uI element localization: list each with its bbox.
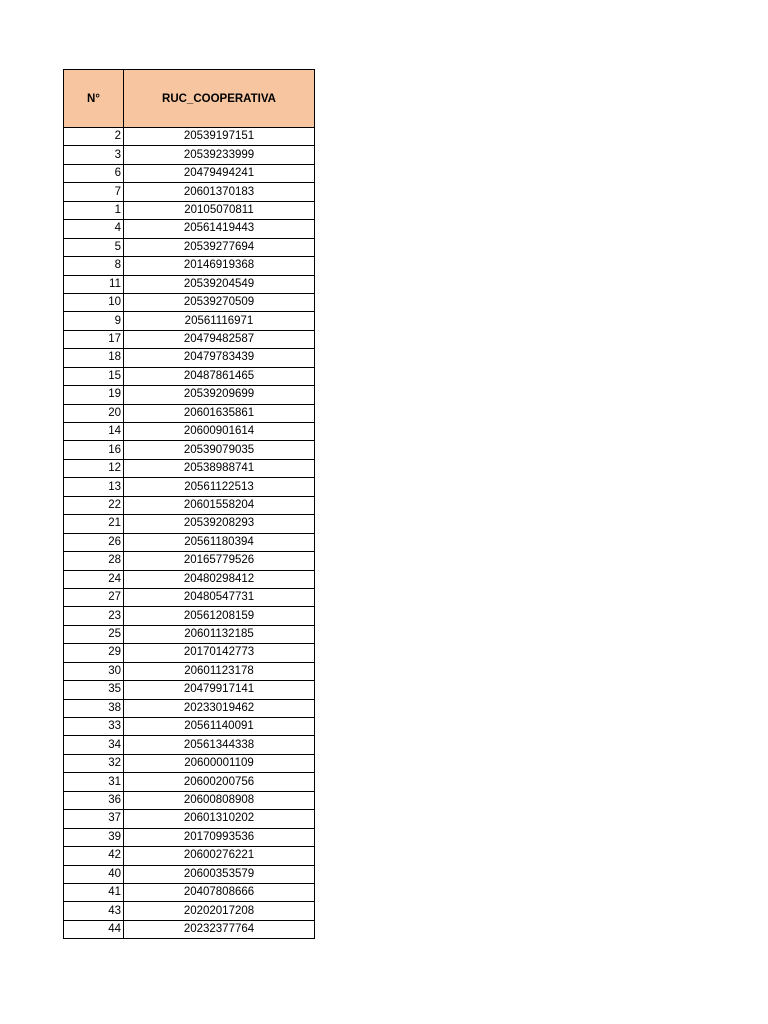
table-row: [64, 349, 315, 367]
cell-n[interactable]: 16: [64, 441, 124, 459]
cell-n[interactable]: 21: [64, 515, 124, 533]
cell-ruc[interactable]: 20600901614: [124, 423, 315, 441]
table-row: [64, 883, 315, 901]
table-row: [64, 644, 315, 662]
cell-ruc[interactable]: 20105070811: [124, 201, 315, 219]
table-row: [64, 736, 315, 754]
table-row: [64, 478, 315, 496]
cell-n[interactable]: 43: [64, 902, 124, 920]
cell-ruc[interactable]: 20539209699: [124, 386, 315, 404]
cell-ruc[interactable]: 20479917141: [124, 681, 315, 699]
cell-n[interactable]: 32: [64, 754, 124, 772]
table-row: [64, 754, 315, 772]
cell-ruc[interactable]: 20601310202: [124, 810, 315, 828]
cell-n[interactable]: 18: [64, 349, 124, 367]
cell-ruc[interactable]: 20561116971: [124, 312, 315, 330]
cell-n[interactable]: 40: [64, 865, 124, 883]
cell-ruc[interactable]: 20479783439: [124, 349, 315, 367]
cell-n[interactable]: 37: [64, 810, 124, 828]
table-row: [64, 902, 315, 920]
cell-ruc[interactable]: 20146919368: [124, 257, 315, 275]
cell-ruc[interactable]: 20600808908: [124, 791, 315, 809]
cell-n[interactable]: 39: [64, 828, 124, 846]
cell-ruc[interactable]: 20601558204: [124, 496, 315, 514]
cell-ruc[interactable]: 20479494241: [124, 164, 315, 182]
cooperativa-table: [63, 69, 315, 939]
cell-ruc[interactable]: 20202017208: [124, 902, 315, 920]
cell-n[interactable]: 35: [64, 681, 124, 699]
table-row: [64, 367, 315, 385]
table-row: [64, 220, 315, 238]
table-row: [64, 810, 315, 828]
cell-ruc[interactable]: 20539197151: [124, 128, 315, 146]
table-row: [64, 275, 315, 293]
cell-n[interactable]: 9: [64, 312, 124, 330]
table-row: [64, 238, 315, 256]
cell-ruc[interactable]: 20561180394: [124, 533, 315, 551]
cell-ruc[interactable]: 20600001109: [124, 754, 315, 772]
table-row: [64, 459, 315, 477]
table-row: [64, 588, 315, 606]
table-row: [64, 201, 315, 219]
cell-n[interactable]: 29: [64, 644, 124, 662]
table-row: [64, 183, 315, 201]
cell-n[interactable]: 14: [64, 423, 124, 441]
table-row: [64, 330, 315, 348]
table-row: [64, 496, 315, 514]
table-row: [64, 681, 315, 699]
cell-n[interactable]: 4: [64, 220, 124, 238]
cell-n[interactable]: 12: [64, 459, 124, 477]
table-row: [64, 293, 315, 311]
table-body: [64, 128, 315, 939]
cell-n[interactable]: 17: [64, 330, 124, 348]
cell-n[interactable]: 20: [64, 404, 124, 422]
table-row: [64, 828, 315, 846]
cell-ruc[interactable]: 20480547731: [124, 588, 315, 606]
table-row: [64, 146, 315, 164]
table-row: [64, 423, 315, 441]
cell-n[interactable]: 30: [64, 662, 124, 680]
table-row: [64, 386, 315, 404]
cell-ruc[interactable]: 20601635861: [124, 404, 315, 422]
table-row: [64, 164, 315, 182]
cell-ruc[interactable]: 20561419443: [124, 220, 315, 238]
table-row: [64, 515, 315, 533]
cell-n[interactable]: 25: [64, 625, 124, 643]
cell-n[interactable]: 38: [64, 699, 124, 717]
cell-ruc[interactable]: 20539079035: [124, 441, 315, 459]
table-row: [64, 662, 315, 680]
table-row: [64, 718, 315, 736]
cell-ruc[interactable]: 20601123178: [124, 662, 315, 680]
table-row: [64, 128, 315, 146]
cell-ruc[interactable]: 20600200756: [124, 773, 315, 791]
table-row: [64, 552, 315, 570]
cell-ruc[interactable]: 20170142773: [124, 644, 315, 662]
cell-ruc[interactable]: 20561122513: [124, 478, 315, 496]
cell-ruc[interactable]: 20601370183: [124, 183, 315, 201]
cell-n[interactable]: 1: [64, 201, 124, 219]
cell-ruc[interactable]: 20539204549: [124, 275, 315, 293]
table-row: [64, 570, 315, 588]
cell-ruc[interactable]: 20539233999: [124, 146, 315, 164]
cell-n[interactable]: 22: [64, 496, 124, 514]
header-n[interactable]: N°: [64, 70, 124, 128]
cell-n[interactable]: 33: [64, 718, 124, 736]
cell-ruc[interactable]: 20539208293: [124, 515, 315, 533]
cell-n[interactable]: 27: [64, 588, 124, 606]
cell-n[interactable]: 23: [64, 607, 124, 625]
cell-n[interactable]: 34: [64, 736, 124, 754]
table-row: [64, 865, 315, 883]
cell-ruc[interactable]: 20479482587: [124, 330, 315, 348]
table-row: [64, 699, 315, 717]
table-row: [64, 533, 315, 551]
cell-ruc[interactable]: 20538988741: [124, 459, 315, 477]
cell-ruc[interactable]: 20487861465: [124, 367, 315, 385]
table-row: [64, 257, 315, 275]
cell-n[interactable]: 19: [64, 386, 124, 404]
table-row: [64, 847, 315, 865]
header-ruc-cooperativa[interactable]: RUC_COOPERATIVA: [124, 70, 315, 128]
cell-n[interactable]: 44: [64, 920, 124, 938]
header-row: [64, 70, 315, 128]
cell-n[interactable]: 36: [64, 791, 124, 809]
table-row: [64, 920, 315, 938]
table-row: [64, 773, 315, 791]
cell-ruc[interactable]: 20480298412: [124, 570, 315, 588]
cell-n[interactable]: 13: [64, 478, 124, 496]
cell-ruc[interactable]: 20600353579: [124, 865, 315, 883]
table-row: [64, 607, 315, 625]
table-row: [64, 312, 315, 330]
cell-ruc[interactable]: 20561344338: [124, 736, 315, 754]
cell-n[interactable]: 31: [64, 773, 124, 791]
table-row: [64, 404, 315, 422]
cell-ruc[interactable]: 20170993536: [124, 828, 315, 846]
cell-n[interactable]: 42: [64, 847, 124, 865]
cell-ruc[interactable]: 20601132185: [124, 625, 315, 643]
cell-ruc[interactable]: 20233019462: [124, 699, 315, 717]
cell-ruc[interactable]: 20407808666: [124, 883, 315, 901]
cell-n[interactable]: 7: [64, 183, 124, 201]
cell-n[interactable]: 26: [64, 533, 124, 551]
cell-n[interactable]: 41: [64, 883, 124, 901]
cell-n[interactable]: 5: [64, 238, 124, 256]
cell-ruc[interactable]: 20165779526: [124, 552, 315, 570]
cell-n[interactable]: 3: [64, 146, 124, 164]
table-row: [64, 625, 315, 643]
cell-ruc[interactable]: 20539270509: [124, 293, 315, 311]
cell-n[interactable]: 10: [64, 293, 124, 311]
cell-n[interactable]: 6: [64, 164, 124, 182]
cell-ruc[interactable]: 20232377764: [124, 920, 315, 938]
cell-n[interactable]: 24: [64, 570, 124, 588]
cell-n[interactable]: 15: [64, 367, 124, 385]
table-row: [64, 791, 315, 809]
cell-ruc[interactable]: 20600276221: [124, 847, 315, 865]
cell-n[interactable]: 11: [64, 275, 124, 293]
cell-ruc[interactable]: 20561208159: [124, 607, 315, 625]
cell-ruc[interactable]: 20539277694: [124, 238, 315, 256]
table-row: [64, 441, 315, 459]
cell-n[interactable]: 28: [64, 552, 124, 570]
cell-ruc[interactable]: 20561140091: [124, 718, 315, 736]
cell-n[interactable]: 2: [64, 128, 124, 146]
cell-n[interactable]: 8: [64, 257, 124, 275]
